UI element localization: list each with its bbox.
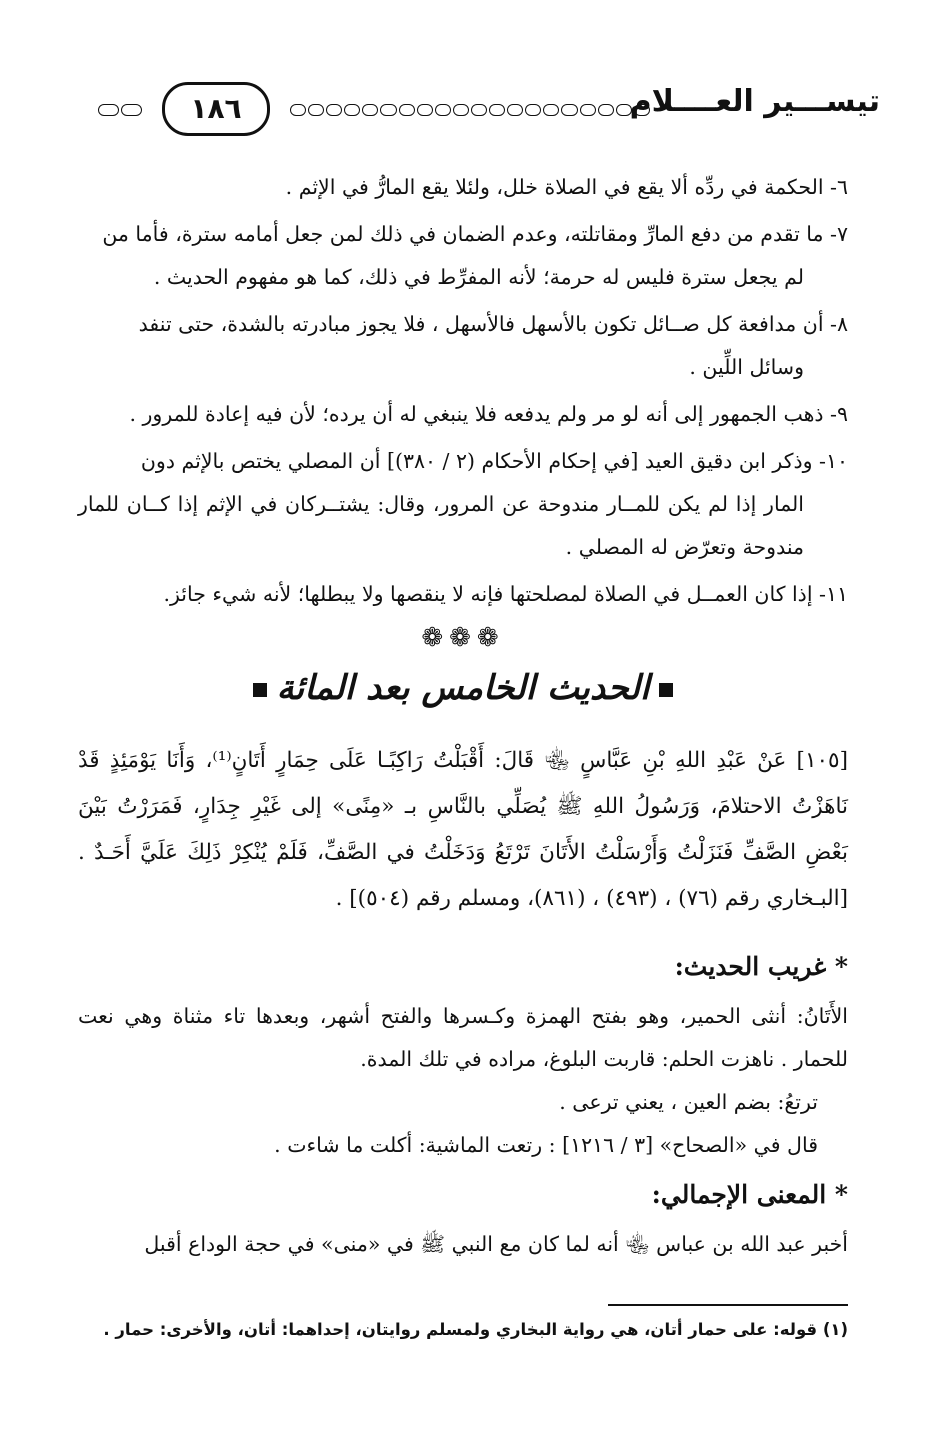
list-item-text: ٨- أن مدافعة كل صــائل تكون بالأسهل فالأسهل ، فلا يجوز مبادرته بالشدة، حتى تنفد xyxy=(138,312,848,336)
list-item xyxy=(78,166,848,209)
gharib-paragraph: قال في «الصحاح» [٣ / ١٢١٦] : رتعت الماشية: أكلت ما شاءت . xyxy=(274,1133,818,1157)
page-header xyxy=(70,82,880,140)
gharib-paragraph: ترتعُ: بضم العين ، يعني ترعى . xyxy=(559,1090,818,1114)
ijmali-paragraph: أخبر عبد الله بن عباس ﵄ أنه لما كان مع النبي ﷺ في «منى» في حجة الوداع أقبل xyxy=(144,1232,848,1256)
page-content xyxy=(78,166,848,1266)
book-title: تيســـير العــــلام xyxy=(629,84,880,119)
list-item-text: ٦- الحكمة في ردِّه ألا يقع في الصلاة خلل، ولئلا يقع المارُّ في الإثم . xyxy=(285,175,848,199)
list-item-text: ٩- ذهب الجمهور إلى أنه لو مر ولم يدفعه فلا ينبغي له أن يرده؛ لأن فيه إعادة للمرور . xyxy=(129,402,848,426)
square-bullet-icon xyxy=(659,683,673,697)
list-item-continuation: وسائل اللِّين . xyxy=(689,355,804,379)
list-item xyxy=(78,213,848,299)
header-ornament-chain-icon xyxy=(290,104,650,118)
flower-separator-icon: ❁❁❁ xyxy=(421,623,505,653)
list-item xyxy=(78,393,848,436)
gharib-heading: * غريب الحديث: xyxy=(674,952,848,981)
footnote-divider xyxy=(608,1304,848,1306)
hadith-text: [١٠٥] عَنْ عَبْدِ اللهِ بْنِ عَبَّاسٍ ﵄ قَالَ: أَقْبَلْتُ رَاكِبًـا عَلَى حِمَارٍ أَتَانٍ⁽¹⁾، وَأَنَا يَوْمَئِذٍ قَدْ نَاهَزْتُ الاحتلامَ، وَرَسُولُ اللهِ ﷺ يُصَلِّي بالنَّاسِ بـ «مِنًى» إلى غَيْرِ جِدَارٍ، فَمَرَرْتُ بَيْنَ بَعْضِ الصَّفِّ فَنَزَلْتُ وَأَرْسَلْتُ الأَتَانَ تَرْتَعُ وَدَخَلْتُ في الصَّفِّ، فَلَمْ يُنْكِرْ ذَلِكَ عَلَيَّ أَحَـدٌ . [البـخاري رقم (٧٦) ، (٤٩٣) ، (٨٦١)، ومسلم رقم (٥٠٤)] . xyxy=(78,747,848,911)
square-bullet-icon xyxy=(253,683,267,697)
ijmali-heading: * المعنى الإجمالي: xyxy=(651,1180,848,1209)
header-ornament-small-icon xyxy=(98,104,142,118)
list-item xyxy=(78,303,848,389)
list-item-text: ١١- إذا كان العمــل في الصلاة لمصلحتها فإنه لا ينقصها ولا يبطلها؛ لأنه شيء جائز. xyxy=(163,582,848,606)
list-item-continuation: لم يجعل سترة فليس له حرمة؛ لأنه المفرِّط في ذلك، كما هو مفهوم الحديث . xyxy=(153,265,804,289)
list-item xyxy=(78,573,848,616)
page-number: ١٨٦ xyxy=(162,82,270,136)
list-item-text: ١٠- وذكر ابن دقيق العيد [في إحكام الأحكام (٢ / ٣٨٠)] أن المصلي يختص بالإثم دون xyxy=(140,449,848,473)
gharib-paragraph: الأَتَانُ: أنثى الحمير، وهو بفتح الهمزة وكـسرها والفتح أشهر، وبعدها تاء مثناة وهي نعت للحمار . ناهزت الحلم: قاربت البلوغ، مراده في تلك المدة. xyxy=(78,1004,848,1071)
section-title-text: الحديث الخامس بعد المائة xyxy=(276,668,650,708)
list-item-continuation: المار إذا لم يكن للمــار مندوحة عن المرور، وقال: يشتــركان في الإثم إذا كــان للمار مندوحة وتعرّض له المصلي . xyxy=(78,492,804,559)
list-item xyxy=(78,440,848,569)
footnote: (١) قوله: على حمار أتان، هي رواية البخاري ولمسلم روايتان، إحداهما: أتان، والأخرى: حمار . xyxy=(103,1320,848,1339)
section-title xyxy=(78,660,848,716)
list-item-text: ٧- ما تقدم من دفع المارِّ ومقاتلته، وعدم الضمان في ذلك لمن جعل أمامه سترة، فأما من xyxy=(102,222,848,246)
